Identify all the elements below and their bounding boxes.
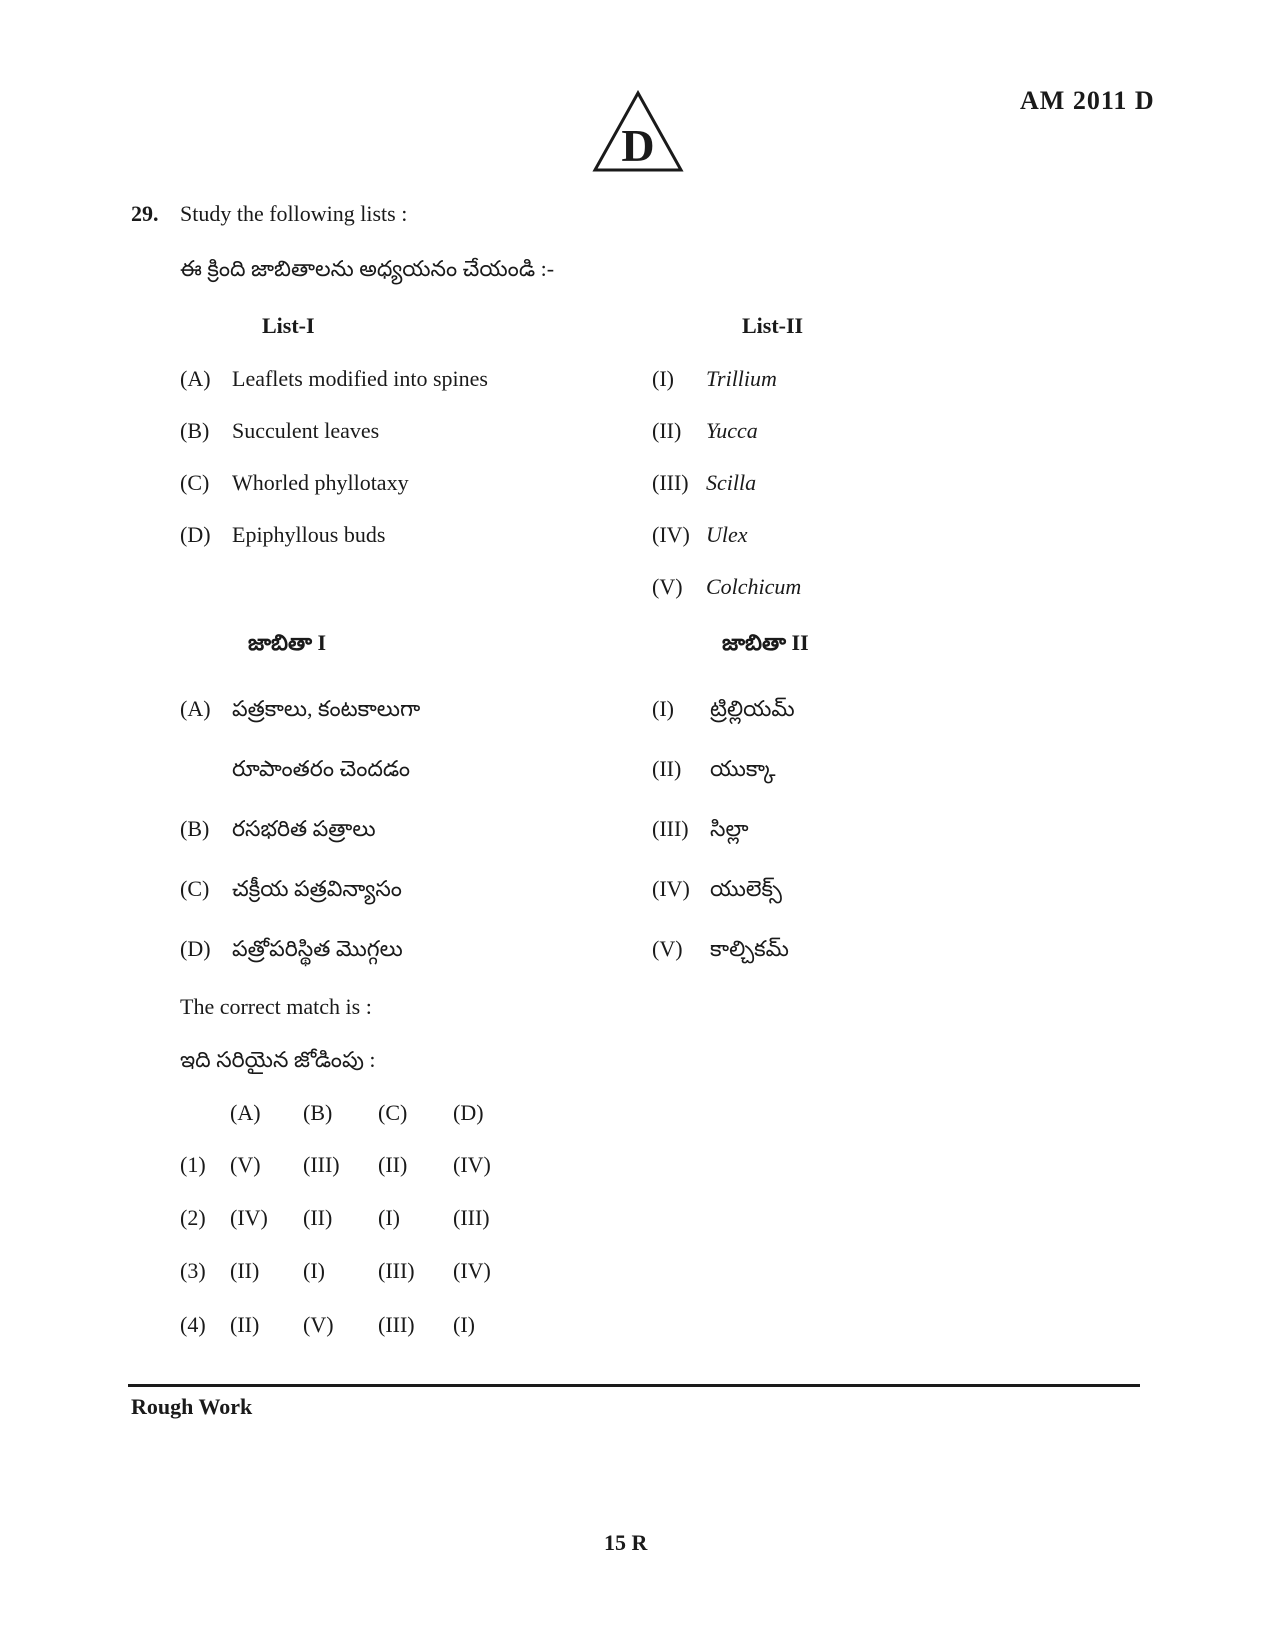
option-number: (3): [180, 1258, 206, 1283]
list2-item-key: (IV): [652, 522, 690, 547]
list1-item-text: Whorled phyllotaxy: [232, 470, 409, 495]
option-value: (I): [378, 1205, 400, 1230]
list1-telugu-item-text: రసభరిత పత్రాలు: [232, 816, 376, 841]
option-value: (IV): [453, 1152, 491, 1177]
option-value: (V): [303, 1312, 334, 1337]
list1-telugu-item-key: (B): [180, 816, 210, 841]
paper-code: AM 2011 D: [1020, 86, 1155, 115]
list2-telugu-item-key: (IV): [652, 876, 690, 901]
option-value: (III): [378, 1258, 415, 1283]
list2-title-english: List-II: [742, 313, 804, 338]
option-value: (II): [303, 1205, 333, 1230]
options-header-cell: (A): [230, 1100, 261, 1125]
option-value: (II): [230, 1312, 260, 1337]
list1-telugu-item-key: (C): [180, 876, 210, 901]
list1-telugu-item-text: చక్రీయ పత్రవిన్యాసం: [232, 876, 402, 901]
list1-telugu-item-text: పత్రకాలు, కంటకాలుగా: [232, 696, 421, 721]
list2-item-key: (V): [652, 574, 683, 599]
option-value: (III): [303, 1152, 340, 1177]
option-value: (III): [378, 1312, 415, 1337]
list2-telugu-item-text: యులెక్స్: [710, 876, 782, 901]
booklet-code-letter: D: [621, 120, 655, 171]
list1-item-text: Leaflets modified into spines: [232, 366, 488, 391]
option-number: (1): [180, 1152, 206, 1177]
page-number: 15 R: [604, 1530, 648, 1555]
list1-telugu-item-text: పత్రోపరిస్థిత మొగ్గలు: [232, 936, 403, 961]
list1-item-key: (D): [180, 522, 211, 547]
list1-telugu-item-key: (A): [180, 696, 211, 721]
list2-item-text: Ulex: [706, 522, 748, 547]
list2-telugu-item-key: (V): [652, 936, 683, 961]
option-number: (4): [180, 1312, 206, 1337]
options-header-cell: (D): [453, 1100, 484, 1125]
option-value: (I): [453, 1312, 475, 1337]
list1-telugu-item-text: రూపాంతరం చెందడం: [232, 756, 410, 781]
correct-match-telugu: ఇది సరియైన జోడింపు :: [180, 1047, 376, 1072]
list2-item-text: Colchicum: [706, 574, 802, 599]
option-number: (2): [180, 1205, 206, 1230]
question-number: 29.: [131, 201, 159, 226]
option-value: (III): [453, 1205, 490, 1230]
list2-telugu-item-text: సిల్లా: [710, 816, 749, 841]
rough-work-label: Rough Work: [131, 1394, 253, 1419]
list2-item-key: (II): [652, 418, 682, 443]
list1-telugu-item-key: (D): [180, 936, 211, 961]
list1-title-english: List-I: [262, 313, 315, 338]
option-value: (V): [230, 1152, 261, 1177]
options-header-cell: (B): [303, 1100, 333, 1125]
option-value: (IV): [230, 1205, 268, 1230]
list2-telugu-item-key: (II): [652, 756, 682, 781]
divider-line: [128, 1384, 1140, 1387]
list1-item-text: Succulent leaves: [232, 418, 380, 443]
options-header-cell: (C): [378, 1100, 408, 1125]
booklet-code-triangle-logo: [592, 90, 684, 174]
list2-telugu-item-key: (III): [652, 816, 689, 841]
option-value: (IV): [453, 1258, 491, 1283]
option-value: (II): [378, 1152, 408, 1177]
list1-item-key: (C): [180, 470, 210, 495]
list2-item-key: (I): [652, 366, 674, 391]
list1-item-text: Epiphyllous buds: [232, 522, 386, 547]
list2-item-text: Scilla: [706, 470, 757, 495]
question-prompt-telugu: ఈ క్రింది జాబితాలను అధ్యయనం చేయండి :-: [180, 256, 555, 281]
list2-telugu-item-key: (I): [652, 696, 674, 721]
option-value: (II): [230, 1258, 260, 1283]
list2-item-key: (III): [652, 470, 689, 495]
list2-telugu-item-text: ట్రిల్లియమ్: [710, 696, 795, 721]
correct-match-english: The correct match is :: [180, 994, 372, 1019]
list2-telugu-item-text: యుక్కా: [710, 756, 776, 781]
list1-title-telugu: జాబితా I: [248, 630, 327, 655]
list2-item-text: Yucca: [706, 418, 758, 443]
question-prompt-english: Study the following lists :: [180, 201, 408, 226]
list2-item-text: Trillium: [706, 366, 777, 391]
option-value: (I): [303, 1258, 325, 1283]
list1-item-key: (A): [180, 366, 211, 391]
list2-title-telugu: జాబితా II: [722, 630, 809, 655]
list2-telugu-item-text: కాల్చికమ్: [710, 936, 789, 961]
list1-item-key: (B): [180, 418, 210, 443]
